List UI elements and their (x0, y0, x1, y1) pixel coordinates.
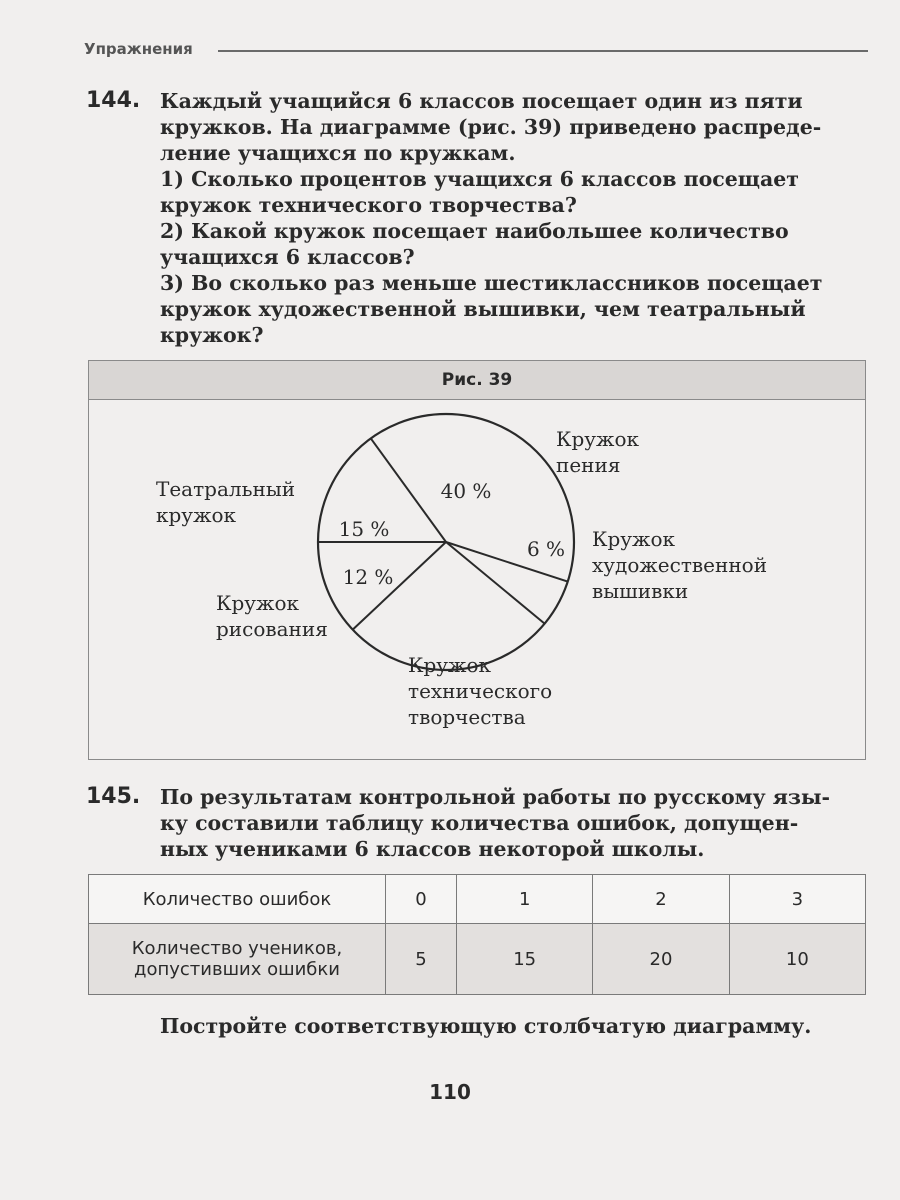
pie-slice-label: вышивки (592, 579, 689, 603)
problem-144-line: кружок? (160, 323, 264, 347)
pie-slice-label: рисования (216, 617, 328, 641)
table-header-line: допустивших ошибки (134, 959, 340, 980)
problem-144-line: ление учащихся по кружкам. (160, 141, 516, 165)
table-cell: 5 (386, 924, 457, 995)
table-cell: 2 (593, 875, 729, 924)
figure-caption: Рис. 39 (89, 361, 865, 400)
problem-145-line: ных учениками 6 классов некоторой школы. (160, 837, 705, 861)
table-header-line: Количество учеников, (131, 938, 343, 959)
pie-slice-label: Кружок (408, 653, 491, 677)
problem-144-line: 3) Во сколько раз меньше шестиклассников посещает (160, 271, 823, 295)
problem-144-number: 144. (86, 88, 141, 113)
table-row (89, 924, 866, 995)
pie-slice-label: технического (408, 679, 553, 703)
problem-144-line: кружков. На диаграмме (рис. 39) приведено распреде- (160, 115, 822, 139)
problem-144-line: учащихся 6 классов? (160, 245, 415, 269)
pie-slice-label: художественной (592, 553, 768, 577)
pie-slice-label: Кружок (556, 427, 639, 451)
problem-144-line: 2) Какой кружок посещает наибольшее количество (160, 219, 789, 243)
header-rule (218, 50, 868, 52)
problem-145-number: 145. (86, 784, 141, 809)
table-row-header: Количество ошибок (89, 875, 386, 924)
table-cell: 3 (729, 875, 865, 924)
pie-value-label: 40 % (440, 479, 492, 503)
pie-value-label: 15 % (338, 517, 390, 541)
pie-slice-label: кружок (156, 503, 237, 527)
pie-chart (88, 360, 866, 760)
pie-slice-label: пения (556, 453, 621, 477)
pie-value-label: 6 % (526, 537, 566, 561)
problem-145-task: Постройте соответствующую столбчатую диаграмму. (160, 1014, 812, 1038)
pie-slice-label: Театральный (156, 477, 296, 501)
problem-144-line: Каждый учащийся 6 классов посещает один из пяти (160, 89, 803, 113)
errors-table (88, 874, 866, 995)
problem-144-line: кружок художественной вышивки, чем театральный (160, 297, 806, 321)
problem-144-line: 1) Сколько процентов учащихся 6 классов посещает (160, 167, 799, 191)
page-number: 110 (429, 1080, 471, 1104)
pie-slice-label: Кружок (216, 591, 299, 615)
table-cell: 10 (729, 924, 865, 995)
problem-144-line: кружок технического творчества? (160, 193, 577, 217)
table-cell: 20 (593, 924, 729, 995)
problem-145-line: ку составили таблицу количества ошибок, допущен- (160, 811, 799, 835)
problem-145-line: По результатам контрольной работы по русскому язы- (160, 785, 831, 809)
table-cell: 0 (386, 875, 457, 924)
table-row (89, 875, 866, 924)
section-header: Упражнения (84, 40, 193, 58)
table-row-header (89, 924, 386, 995)
pie-value-label: 12 % (342, 565, 394, 589)
pie-slice-label: Кружок (592, 527, 675, 551)
pie-slice-label: творчества (408, 705, 526, 729)
table-cell: 1 (457, 875, 593, 924)
table-cell: 15 (457, 924, 593, 995)
